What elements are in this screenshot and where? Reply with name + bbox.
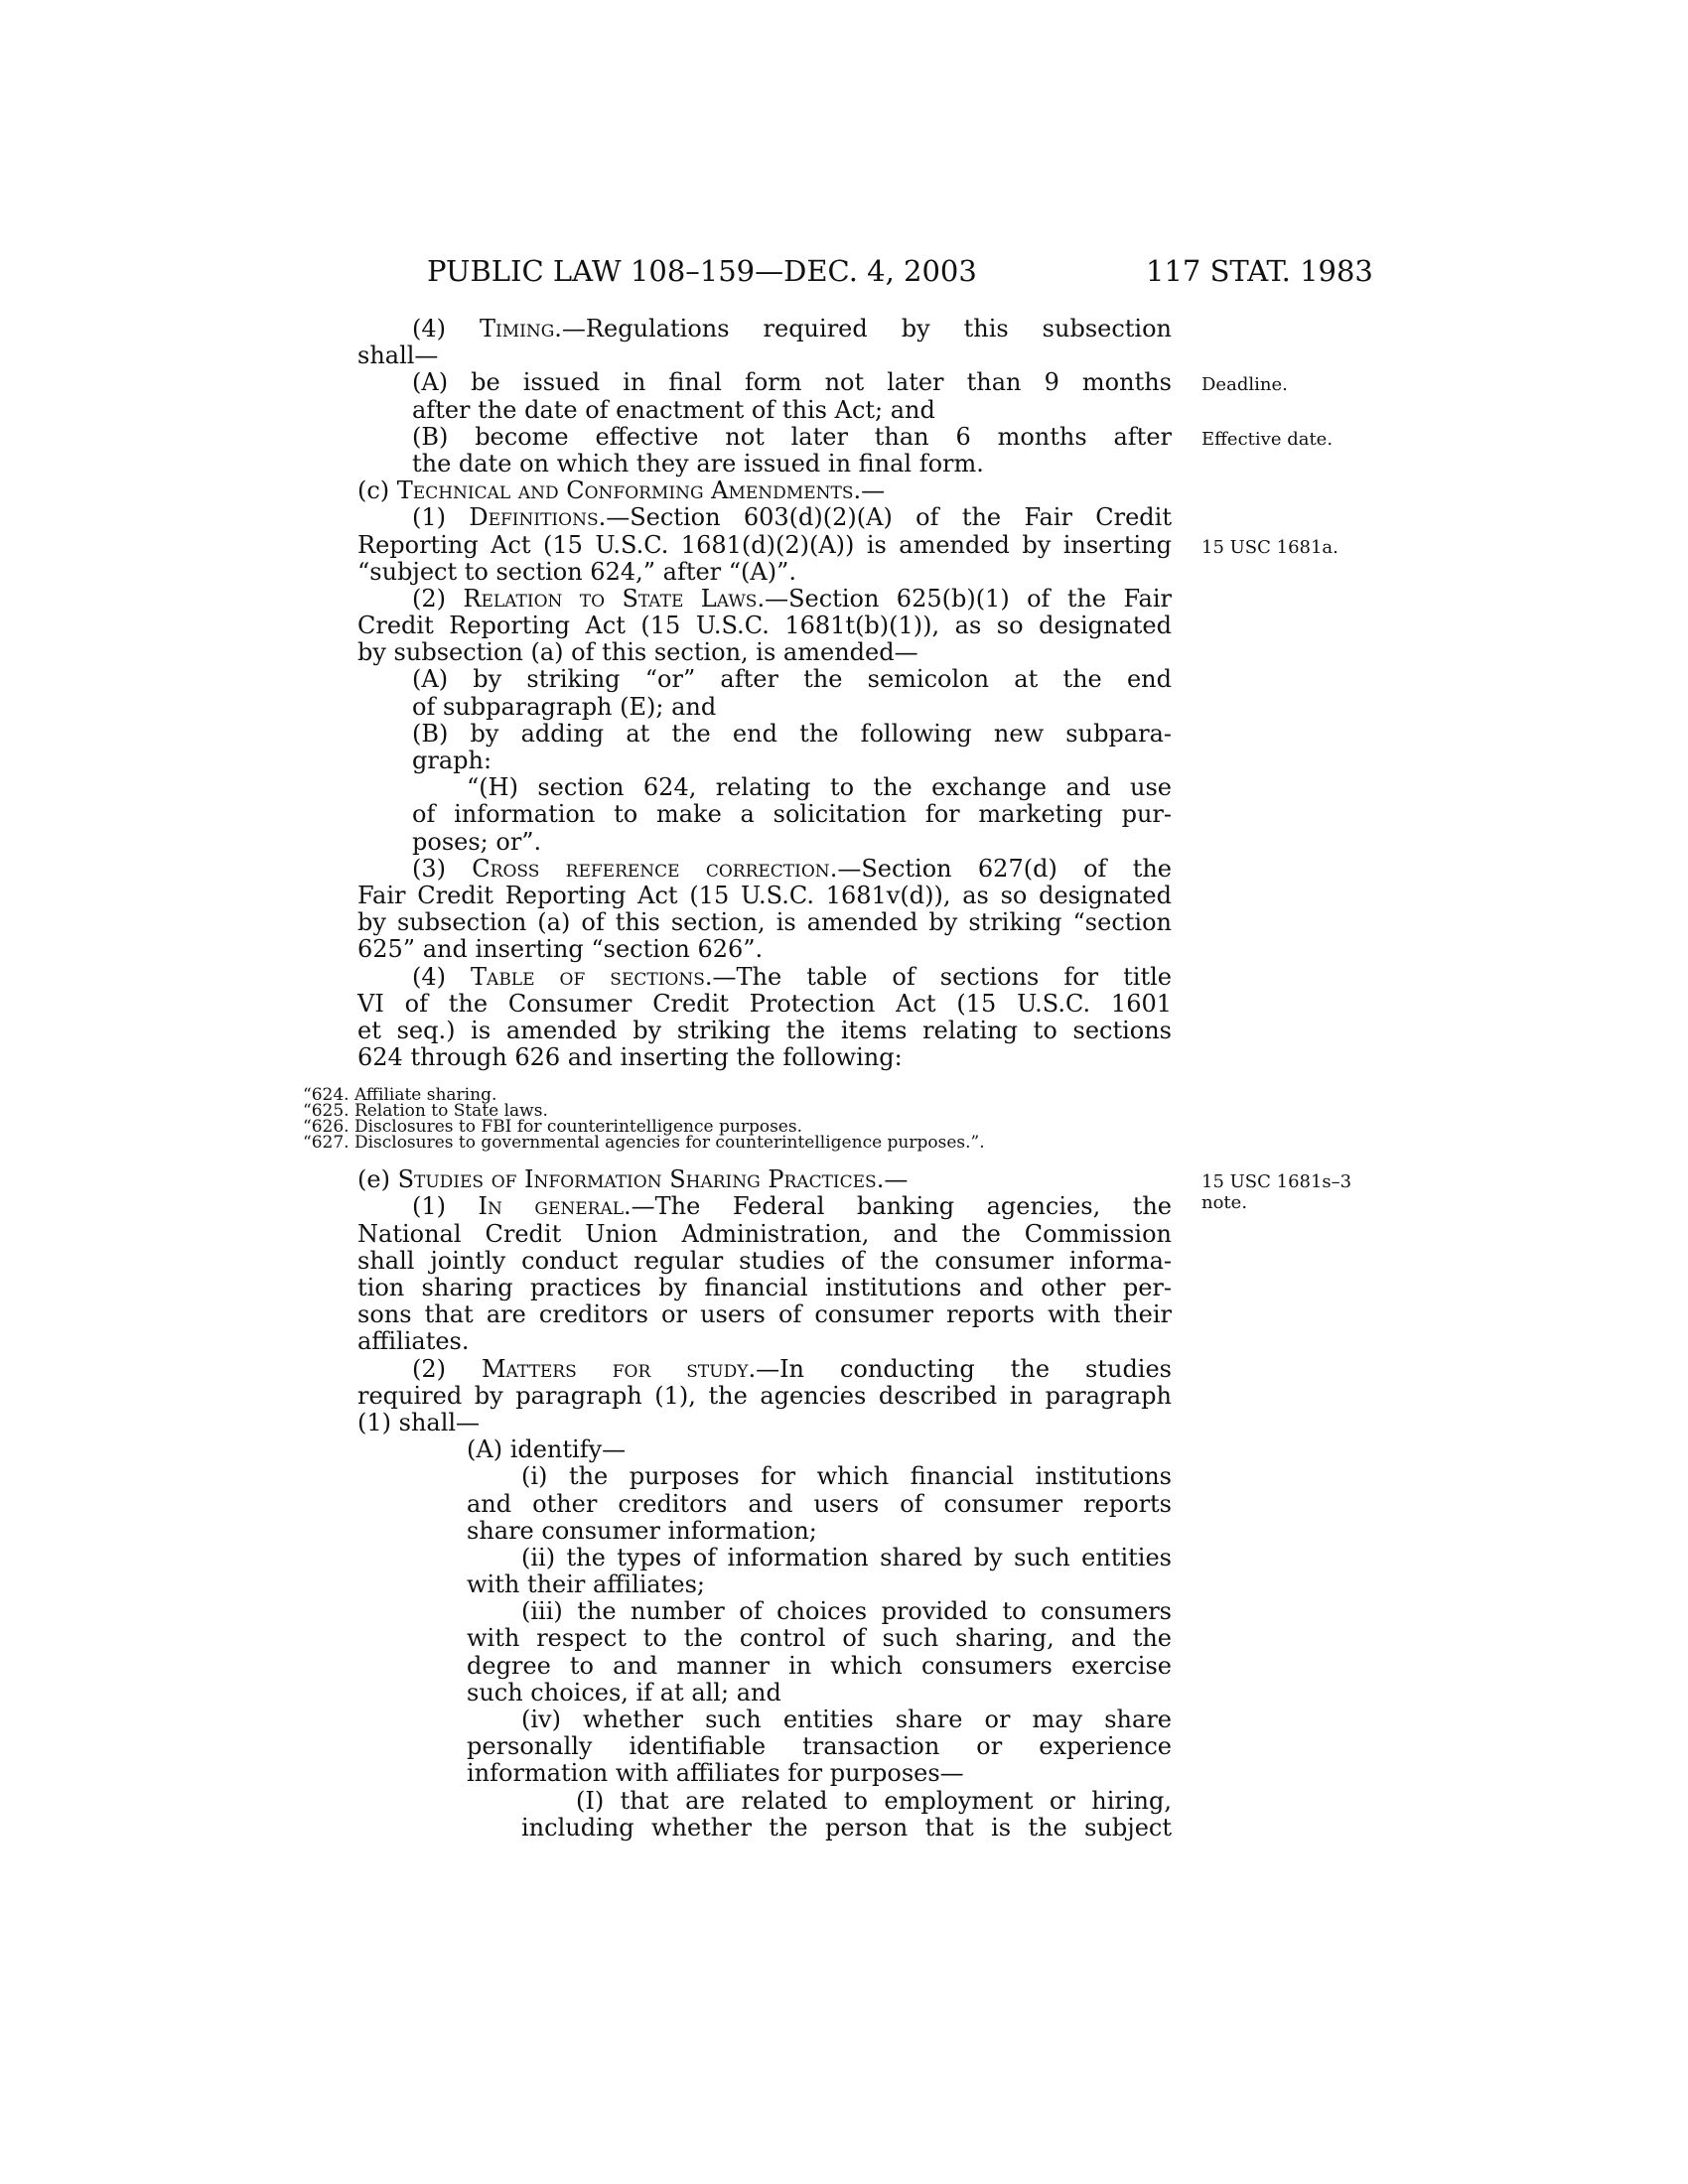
text-run: graph: — [412, 747, 492, 774]
text-run: (ii) the types of information shared by such entities — [521, 1543, 1172, 1571]
text-line — [357, 1760, 1172, 1787]
text-run: (4) — [412, 962, 472, 991]
text-line — [357, 1463, 1172, 1490]
small-caps-heading: In general — [478, 1192, 625, 1221]
text-line — [357, 1706, 1172, 1733]
text-run: (4) — [412, 315, 480, 342]
text-run: the date on which they are issued in final form. — [412, 449, 984, 478]
text-line — [357, 504, 1172, 531]
small-caps-heading: Timing — [479, 315, 555, 342]
text-line — [357, 451, 1172, 478]
toc-item: “626. Disclosures to FBI for counterintelligence purposes. — [303, 1117, 802, 1138]
toc-item: “627. Disclosures to governmental agencies for counterintelligence purposes.”. — [303, 1133, 985, 1154]
text-line — [357, 1598, 1172, 1625]
text-run: (i) the purposes for which financial institutions — [521, 1462, 1172, 1491]
document-body — [303, 315, 1352, 1842]
text-run: (A) be issued in final form not later than 9 months — [412, 368, 1172, 397]
text-line — [357, 1328, 1172, 1355]
text-run: (e) — [357, 1165, 398, 1194]
text-run: shall jointly conduct regular studies of the consumer informa- — [357, 1246, 1172, 1275]
text-line — [357, 721, 1172, 748]
text-run: .— — [876, 1165, 909, 1194]
text-run: degree to and manner in which consumers exercise — [467, 1651, 1172, 1680]
text-line — [357, 639, 1172, 666]
margin-note-effective-date: Effective date. — [1201, 428, 1334, 450]
text-line — [357, 1221, 1172, 1248]
text-line — [357, 694, 1172, 721]
text-line — [357, 1410, 1172, 1436]
text-line — [357, 1383, 1172, 1410]
margin-note-deadline: Deadline. — [1201, 374, 1288, 396]
text-line — [357, 1680, 1172, 1706]
small-caps-heading: Cross reference correction — [472, 854, 830, 883]
text-run: Credit Reporting Act (15 U.S.C. 1681t(b)(1)), as so designated — [357, 612, 1172, 640]
text-run: (2) — [412, 584, 464, 613]
text-run: information with affiliates for purposes— — [467, 1759, 964, 1788]
text-line — [357, 316, 1172, 342]
text-line — [357, 801, 1172, 828]
text-run: (B) by adding at the end the following new subpara- — [412, 719, 1172, 748]
small-caps-heading: Technical and Conforming Amendments — [396, 477, 854, 505]
text-line — [357, 422, 1334, 451]
text-line — [357, 964, 1172, 991]
text-line — [357, 748, 1172, 774]
text-line — [357, 1275, 1172, 1301]
text-run: .—Section 625(b)(1) of the Fair — [757, 584, 1172, 613]
text-run: .—The Federal banking agencies, the — [624, 1192, 1173, 1221]
text-line — [357, 883, 1172, 909]
text-line — [357, 613, 1172, 639]
text-run: (B) become effective not later than 6 months after — [412, 422, 1172, 451]
small-caps-heading: Definitions — [469, 503, 599, 532]
text-run: (3) — [412, 854, 473, 883]
toc-item: “625. Relation to State laws. — [303, 1101, 548, 1122]
text-run: (c) — [357, 477, 397, 505]
text-run: such choices, if at all; and — [467, 1678, 781, 1706]
text-run: .—In conducting the studies — [748, 1354, 1172, 1383]
text-line — [357, 1356, 1172, 1383]
text-run: affiliates. — [357, 1327, 470, 1356]
text-run: (iv) whether such entities share or may share — [521, 1706, 1172, 1733]
margin-note-usc-1681s3: 15 USC 1681s–3 — [1201, 1171, 1352, 1193]
text-line — [357, 991, 1172, 1018]
text-line — [357, 1491, 1172, 1518]
text-run: (1) — [412, 1192, 479, 1221]
small-caps-heading: Studies of Information Sharing Practices — [397, 1165, 877, 1194]
text-line — [357, 829, 1172, 856]
text-run: shall— — [357, 341, 439, 370]
text-run: (2) — [412, 1354, 482, 1383]
small-caps-heading: Relation to State Laws — [463, 584, 758, 613]
toc-item: “624. Affiliate sharing. — [303, 1085, 497, 1106]
text-line — [357, 1018, 1172, 1044]
text-line — [357, 1436, 1172, 1463]
text-line — [357, 1571, 1172, 1598]
section-heading — [357, 478, 1172, 504]
text-run: .—The table of sections for title — [704, 962, 1172, 991]
text-line — [357, 1653, 1172, 1680]
text-run: and other creditors and users of consumer reports — [467, 1489, 1172, 1518]
running-header-left: PUBLIC LAW 108–159—DEC. 4, 2003 — [427, 254, 977, 288]
text-run: National Credit Union Administration, and the Commission — [357, 1219, 1172, 1248]
text-run: share consumer information; — [467, 1516, 817, 1545]
text-run: with their affiliates; — [467, 1570, 705, 1599]
text-run: .—Section 603(d)(2)(A) of the Fair Credit — [598, 503, 1172, 532]
text-run: required by paragraph (1), the agencies described in paragraph — [357, 1381, 1172, 1410]
text-line — [357, 397, 1172, 424]
text-line — [357, 1044, 1172, 1071]
margin-note-usc-1681s3-note: note. — [1201, 1192, 1248, 1214]
text-run: by subsection (a) of this section, is amended— — [357, 638, 918, 667]
text-run: of subparagraph (E); and — [412, 692, 717, 721]
section-heading — [357, 1165, 1352, 1194]
text-line — [357, 909, 1172, 936]
text-run: tion sharing practices by financial institutions and other per- — [357, 1274, 1172, 1301]
text-line — [357, 1248, 1172, 1275]
text-line — [357, 1788, 1172, 1815]
text-run: (1) shall— — [357, 1408, 481, 1436]
text-run: Reporting Act (15 U.S.C. 1681(d)(2)(A)) is amended by inserting — [357, 530, 1172, 559]
small-caps-heading: Table of sections — [471, 962, 705, 991]
text-line — [357, 666, 1172, 693]
text-run: .— — [853, 477, 886, 505]
text-run: of information to make a solicitation for marketing pur- — [412, 800, 1172, 829]
text-run: 624 through 626 and inserting the following: — [357, 1043, 903, 1072]
text-run: personally identifiable transaction or experience — [467, 1732, 1172, 1761]
text-run: Fair Credit Reporting Act (15 U.S.C. 1681v(d)), as so designated — [357, 881, 1172, 909]
text-run: with respect to the control of such sharing, and the — [467, 1624, 1172, 1653]
text-run: including whether the person that is the subject — [521, 1813, 1172, 1842]
text-run: (iii) the number of choices provided to consumers — [521, 1597, 1172, 1626]
text-run: 625” and inserting “section 626”. — [357, 935, 764, 964]
text-line — [357, 586, 1172, 613]
text-run: (I) that are related to employment or hiring, — [576, 1786, 1172, 1815]
text-run: .—Regulations required by this subsection — [554, 315, 1173, 342]
text-run: (A) identify— — [467, 1435, 627, 1464]
text-run: by subsection (a) of this section, is amended by striking “section — [357, 908, 1172, 937]
text-run: “subject to section 624,” after “(A)”. — [357, 557, 797, 586]
text-line — [357, 1545, 1172, 1571]
text-run: sons that are creditors or users of consumer reports with their — [357, 1300, 1172, 1329]
text-line — [357, 1301, 1172, 1328]
text-run: .—Section 627(d) of the — [829, 854, 1172, 883]
text-run: poses; or”. — [412, 827, 542, 856]
text-run: after the date of enactment of this Act; and — [412, 395, 935, 424]
text-line — [357, 856, 1172, 883]
text-line — [357, 342, 1172, 369]
text-run: (A) by striking “or” after the semicolon at the end — [412, 665, 1172, 694]
text-line — [357, 559, 1172, 586]
text-line — [357, 368, 1288, 397]
running-header-right: 117 STAT. 1983 — [1146, 254, 1373, 288]
text-line — [357, 1815, 1172, 1842]
text-line — [357, 530, 1338, 559]
text-run: et seq.) is amended by striking the items relating to sections — [357, 1016, 1172, 1044]
text-line — [357, 936, 1172, 963]
text-line — [357, 1192, 1248, 1221]
small-caps-heading: Matters for study — [481, 1354, 749, 1383]
text-line — [357, 774, 1172, 801]
text-line — [357, 1625, 1172, 1652]
text-line — [357, 1733, 1172, 1760]
text-run: VI of the Consumer Credit Protection Act (15 U.S.C. 1601 — [357, 989, 1172, 1018]
margin-note-usc-1681a: 15 USC 1681a. — [1201, 536, 1338, 558]
text-run: (1) — [412, 503, 470, 532]
text-run: “(H) section 624, relating to the exchange and use — [467, 773, 1172, 802]
text-line — [357, 1518, 1172, 1545]
